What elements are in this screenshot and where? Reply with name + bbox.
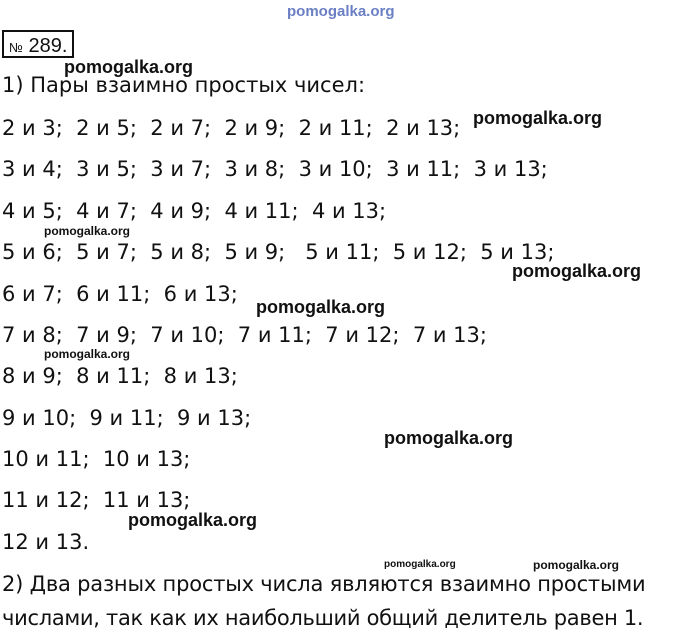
problem-number: 289. xyxy=(28,35,68,57)
pairs-line: 12 и 13. xyxy=(2,530,90,554)
pairs-line: 2 и 3; 2 и 5; 2 и 7; 2 и 9; 2 и 11; 2 и 13; xyxy=(2,116,461,140)
number-sign: № xyxy=(9,40,23,55)
watermark: pomogalka.org xyxy=(473,108,603,128)
watermark: pomogalka.org xyxy=(44,224,131,238)
pairs-line: 11 и 12; 11 и 13; xyxy=(2,488,191,512)
watermark: pomogalka.org xyxy=(64,57,194,77)
problem-number-box xyxy=(2,30,74,58)
pairs-line: 8 и 9; 8 и 11; 8 и 13; xyxy=(2,364,238,388)
watermark: pomogalka.org xyxy=(384,559,456,570)
pairs-line: 7 и 8; 7 и 9; 7 и 10; 7 и 11; 7 и 12; 7 и 13; xyxy=(2,323,487,347)
section2-line: 2) Два разных простых числа являются взаимно простыми xyxy=(2,572,646,596)
watermark: pomogalka.org xyxy=(384,428,514,448)
pairs-line: 4 и 5; 4 и 7; 4 и 9; 4 и 11; 4 и 13; xyxy=(2,199,387,223)
pairs-line: 10 и 11; 10 и 13; xyxy=(2,447,191,471)
watermark: pomogalka.org xyxy=(128,510,258,530)
section1-title: 1) Пары взаимно простых чисел: xyxy=(2,73,366,97)
pairs-line: 6 и 7; 6 и 11; 6 и 13; xyxy=(2,282,238,306)
watermark-top: pomogalka.org xyxy=(287,3,395,20)
pairs-line: 9 и 10; 9 и 11; 9 и 13; xyxy=(2,406,252,430)
watermark: pomogalka.org xyxy=(512,261,642,281)
section2-line: числами, так как их наибольший общий делитель равен 1. xyxy=(2,606,644,630)
watermark: pomogalka.org xyxy=(44,347,131,361)
watermark: pomogalka.org xyxy=(256,297,386,317)
watermark: pomogalka.org xyxy=(533,558,620,572)
pairs-line: 3 и 4; 3 и 5; 3 и 7; 3 и 8; 3 и 10; 3 и 11; 3 и 13; xyxy=(2,157,548,181)
pairs-line: 5 и 6; 5 и 7; 5 и 8; 5 и 9; 5 и 11; 5 и 12; 5 и 13; xyxy=(2,240,555,264)
